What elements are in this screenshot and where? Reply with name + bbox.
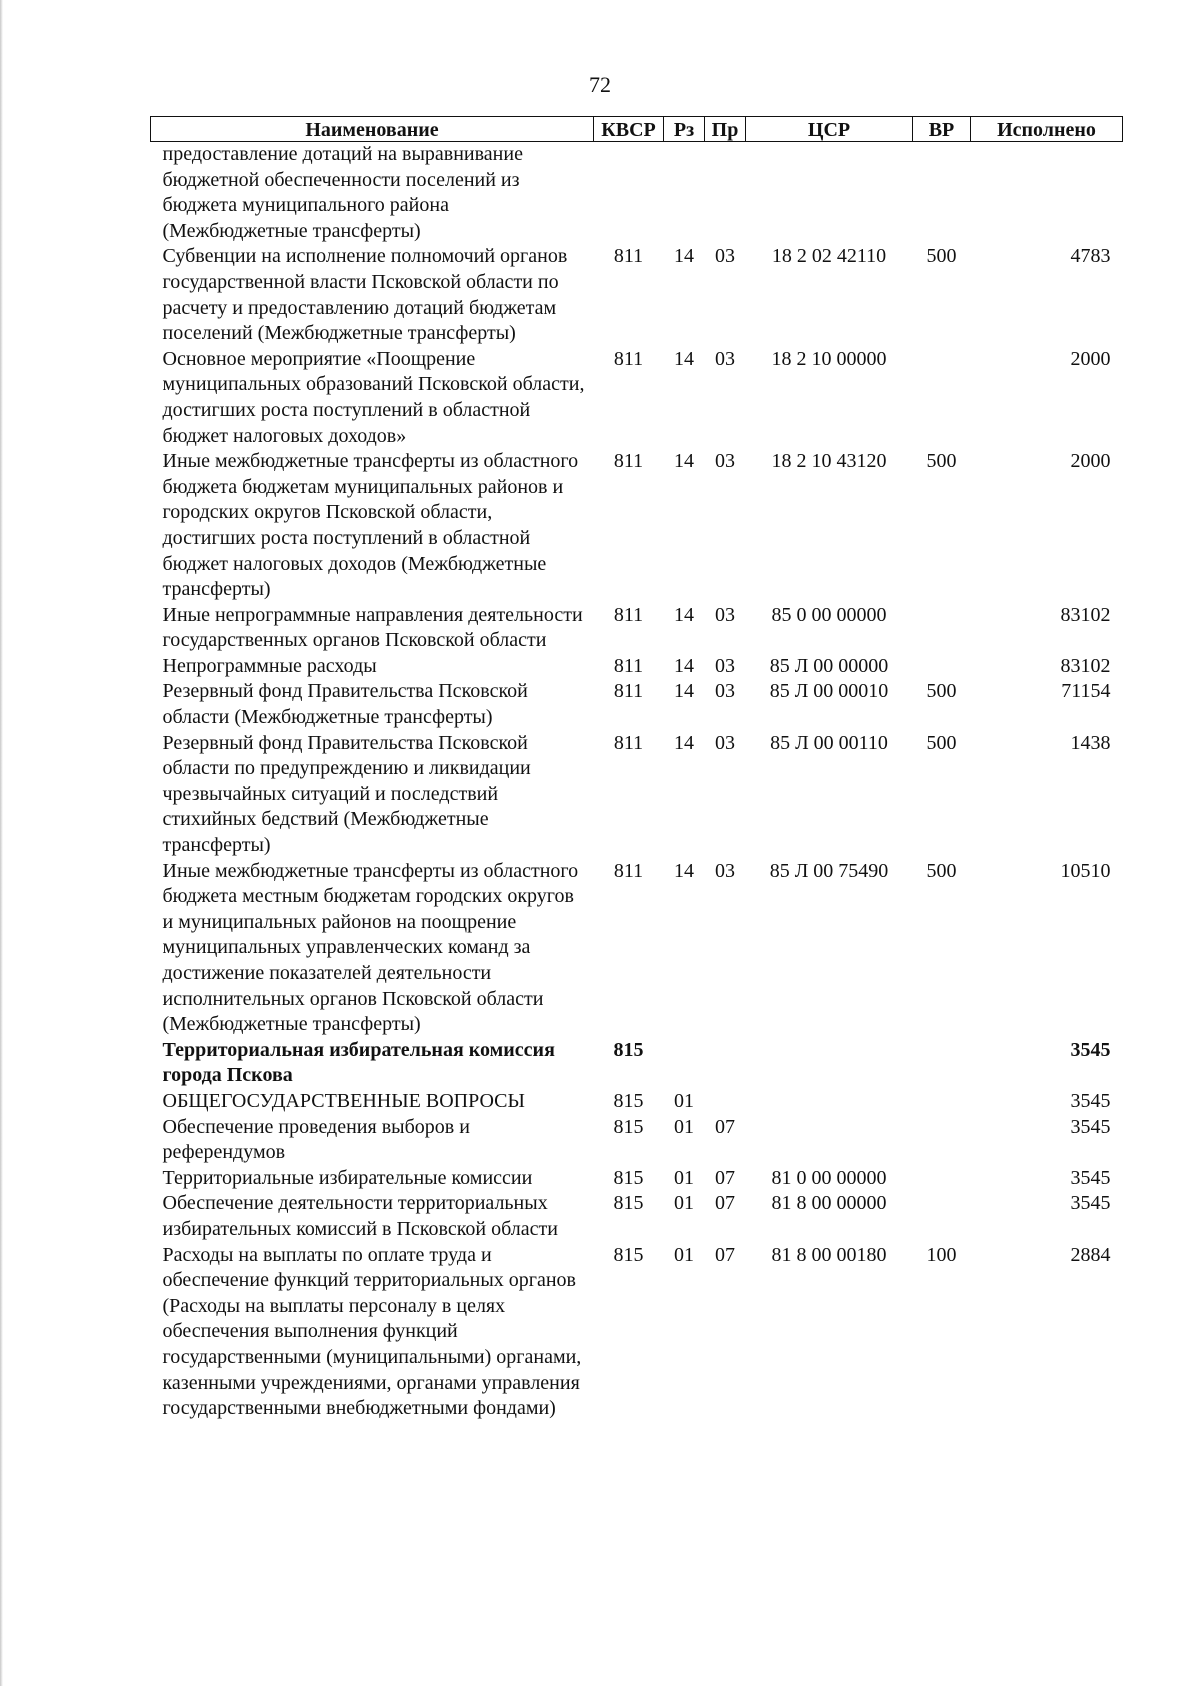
cell-vr: [913, 654, 971, 680]
cell-name: Иные непрограммные направления деятельности государственных органов Псковской области: [162, 603, 583, 652]
cell-name: ОБЩЕГОСУДАРСТВЕННЫЕ ВОПРОСЫ: [162, 1089, 525, 1112]
cell-vr: 500: [926, 859, 957, 882]
cell-name: Расходы на выплаты по оплате труда и обеспечение функций территориальных органов (Расходы на выплаты персоналу в целях обеспечения выполнения функций государственными (муниципальными) органами, казенными учреждениями, органами управления государственными внебюджетными фондами): [162, 1243, 582, 1420]
cell-rz: 14: [674, 603, 694, 626]
cell-pr: [705, 142, 746, 245]
cell-kvsr: 811: [613, 603, 644, 626]
cell-vr: [913, 603, 971, 654]
cell-sum: 3545: [1070, 1192, 1111, 1215]
header-csr: ЦСР: [746, 117, 913, 142]
cell-pr: 07: [715, 1192, 735, 1215]
cell-pr: 03: [715, 680, 735, 703]
cell-sum: 1438: [1070, 731, 1111, 754]
table-row: [151, 1166, 1123, 1192]
cell-sum: 71154: [1061, 680, 1111, 703]
table-row: [151, 347, 1123, 449]
table-row: [151, 244, 1123, 346]
cell-vr: 500: [926, 245, 957, 268]
cell-csr: 85 Л 00 75490: [769, 859, 889, 882]
cell-csr: 18 2 10 43120: [771, 450, 887, 473]
cell-sum: [971, 142, 1123, 245]
cell-rz: 14: [674, 680, 694, 703]
cell-sum: 3545: [1070, 1115, 1111, 1138]
cell-rz: 01: [674, 1089, 694, 1112]
cell-kvsr: 811: [613, 654, 644, 677]
cell-name: Территориальная избирательная комиссия города Пскова: [162, 1038, 555, 1087]
cell-sum: 2000: [1070, 347, 1111, 370]
cell-name: Обеспечение деятельности территориальных избирательных комиссий в Псковской области: [162, 1192, 558, 1240]
cell-vr: [913, 347, 971, 449]
cell-name: Резервный фонд Правительства Псковской области по предупреждению и ликвидации чрезвычайных ситуаций и последствий стихийных бедствий (Межбюджетные трансферты): [162, 731, 531, 857]
cell-sum: 83102: [1060, 603, 1111, 626]
cell-rz: 14: [674, 245, 694, 268]
header-name: Наименование: [151, 117, 594, 142]
cell-csr: 85 Л 00 00010: [769, 680, 889, 703]
table-row: [151, 1115, 1123, 1166]
cell-pr: 03: [715, 347, 735, 370]
table-row: [151, 603, 1123, 654]
table-header: [151, 117, 1123, 142]
cell-kvsr: 815: [613, 1038, 644, 1061]
cell-pr: [705, 1089, 746, 1115]
table-row: [151, 1243, 1123, 1422]
cell-sum: 4783: [1070, 245, 1111, 268]
cell-vr: [913, 1038, 971, 1089]
cell-rz: 14: [674, 654, 694, 677]
cell-csr: 18 2 02 42110: [771, 245, 887, 268]
table-row: [151, 654, 1123, 680]
cell-name: Резервный фонд Правительства Псковской области (Межбюджетные трансферты): [162, 680, 528, 729]
cell-pr: 03: [715, 603, 735, 626]
cell-name: Непрограммные расходы: [162, 654, 377, 677]
cell-csr: 85 Л 00 00110: [770, 731, 888, 754]
cell-rz: [664, 142, 705, 245]
cell-kvsr: 811: [613, 450, 644, 473]
cell-kvsr: 811: [613, 731, 644, 754]
cell-kvsr: 811: [613, 680, 644, 703]
cell-pr: [705, 1038, 746, 1089]
cell-kvsr: 811: [613, 245, 644, 268]
cell-name: Иные межбюджетные трансферты из областного бюджета бюджетам муниципальных районов и городских округов Псковской области, достигших роста поступлений в областной бюджет налоговых доходов (Межбюджетные трансферты): [162, 450, 579, 601]
budget-table: [150, 116, 1123, 1422]
cell-rz: 14: [674, 347, 694, 370]
cell-sum: 3545: [1070, 1038, 1111, 1061]
cell-name: Обеспечение проведения выборов и референдумов: [162, 1115, 470, 1164]
cell-sum: 2884: [1070, 1243, 1111, 1266]
table-row: [151, 1191, 1123, 1242]
cell-kvsr: 815: [613, 1115, 644, 1138]
cell-vr: [913, 1166, 971, 1192]
cell-csr: 85 0 00 00000: [771, 603, 887, 626]
cell-pr: 07: [715, 1115, 735, 1138]
cell-vr: 500: [926, 731, 957, 754]
cell-name: предоставление дотаций на выравнивание бюджетной обеспеченности поселений из бюджета муниципального района (Межбюджетные трансферты): [162, 143, 523, 242]
table-row: [151, 679, 1123, 730]
cell-rz: [664, 1038, 705, 1089]
cell-name: Субвенции на исполнение полномочий органов государственной власти Псковской области по расчету и предоставлению дотаций бюджетам поселений (Межбюджетные трансферты): [162, 245, 568, 345]
cell-pr: 03: [715, 245, 735, 268]
cell-pr: 07: [715, 1166, 735, 1189]
cell-sum: 83102: [1060, 654, 1111, 677]
header-rz: Рз: [664, 117, 705, 142]
cell-name: Иные межбюджетные трансферты из областного бюджета местным бюджетам городских округов и муниципальных районов на поощрение муниципальных управленческих команд за достижение показателей деятельности исполнительных органов Псковской области (Межбюджетные трансферты): [162, 859, 579, 1036]
cell-rz: 14: [674, 731, 694, 754]
cell-csr: [746, 1115, 913, 1166]
cell-kvsr: 815: [613, 1243, 644, 1266]
header-kvsr: КВСР: [594, 117, 664, 142]
cell-name: Территориальные избирательные комиссии: [162, 1166, 533, 1189]
table-row: [151, 731, 1123, 859]
cell-vr: 100: [926, 1243, 957, 1266]
cell-pr: 03: [715, 731, 735, 754]
cell-vr: [913, 142, 971, 245]
cell-vr: [913, 1089, 971, 1115]
header-vr: ВР: [913, 117, 971, 142]
cell-name: Основное мероприятие «Поощрение муниципальных образований Псковской области, достигших роста поступлений в областной бюджет налоговых доходов»: [162, 347, 585, 447]
cell-sum: 10510: [1060, 859, 1111, 882]
cell-rz: 14: [674, 450, 694, 473]
cell-csr: [746, 142, 913, 245]
cell-pr: 03: [715, 450, 735, 473]
cell-vr: 500: [926, 680, 957, 703]
cell-vr: 500: [926, 450, 957, 473]
cell-rz: 01: [674, 1243, 694, 1266]
cell-kvsr: [594, 142, 664, 245]
header-sum: Исполнено: [971, 117, 1123, 142]
cell-pr: 03: [715, 654, 735, 677]
page-number: 72: [589, 72, 611, 97]
cell-sum: 3545: [1070, 1089, 1111, 1112]
cell-csr: 81 0 00 00000: [771, 1166, 887, 1189]
cell-csr: [746, 1089, 913, 1115]
cell-rz: 14: [674, 859, 694, 882]
cell-csr: 18 2 10 00000: [771, 347, 887, 370]
table-row: [151, 1089, 1123, 1115]
cell-vr: [913, 1115, 971, 1166]
cell-csr: 81 8 00 00180: [771, 1243, 887, 1266]
cell-sum: 3545: [1070, 1166, 1111, 1189]
scan-edge: [0, 0, 3, 1686]
cell-csr: 85 Л 00 00000: [769, 654, 889, 677]
header-pr: Пр: [705, 117, 746, 142]
cell-rz: 01: [674, 1166, 694, 1189]
cell-kvsr: 815: [613, 1089, 644, 1112]
table-row: [151, 142, 1123, 245]
table-row: [151, 449, 1123, 603]
table-body: [151, 142, 1123, 1422]
cell-kvsr: 811: [613, 859, 644, 882]
cell-sum: 2000: [1070, 450, 1111, 473]
cell-kvsr: 815: [613, 1166, 644, 1189]
cell-pr: 07: [715, 1243, 735, 1266]
cell-rz: 01: [674, 1192, 694, 1215]
cell-csr: 81 8 00 00000: [771, 1192, 887, 1215]
table-row: [151, 1038, 1123, 1089]
cell-kvsr: 815: [613, 1192, 644, 1215]
cell-kvsr: 811: [613, 347, 644, 370]
cell-pr: 03: [715, 859, 735, 882]
table-row: [151, 859, 1123, 1038]
cell-vr: [913, 1191, 971, 1242]
cell-csr: [746, 1038, 913, 1089]
cell-rz: 01: [674, 1115, 694, 1138]
